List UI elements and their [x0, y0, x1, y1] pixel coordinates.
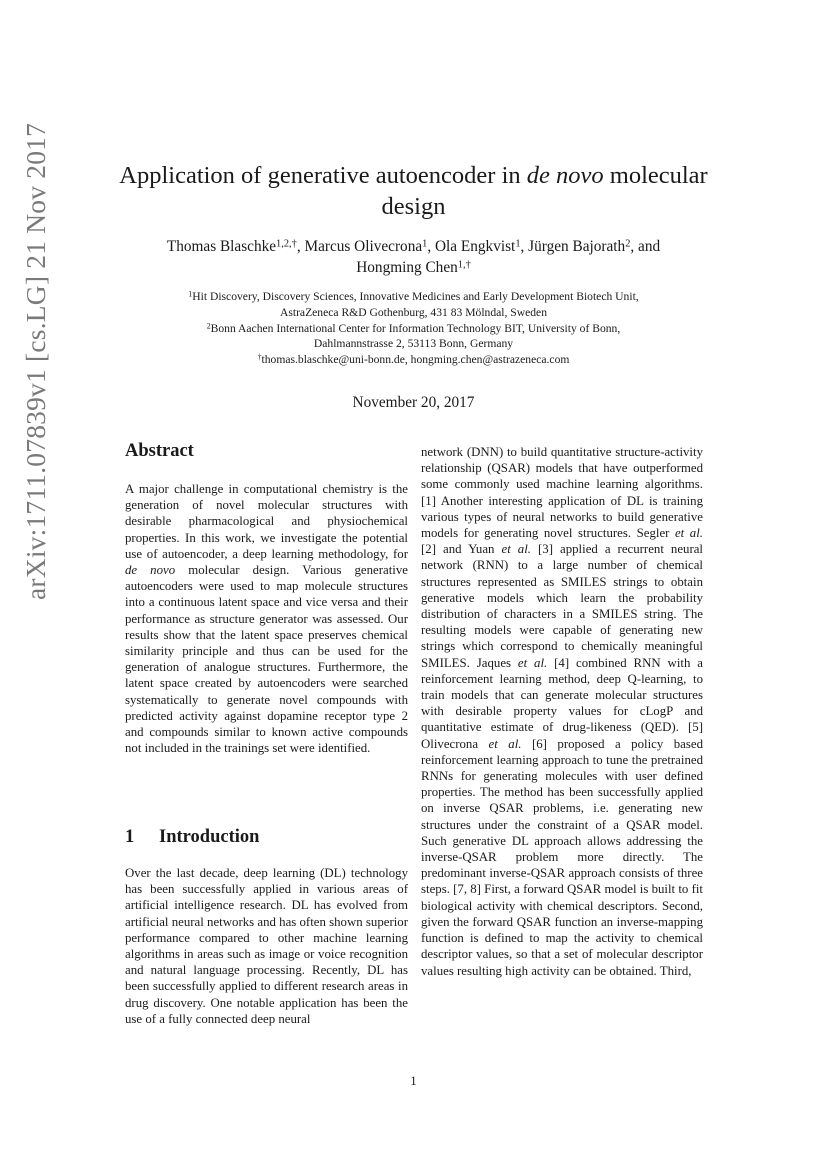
author-list: Thomas Blaschke$^{1,2,\dagger}$, Marcus Olivecrona$^1$, Ola Engkvist$^1$, Jürgen Bajorath$^2$, and Hongming Chen$^{1,\dagger}$ [166, 238, 661, 276]
arxiv-identifier-stamp: arXiv:1711.07839v1 [cs.LG] 21 Nov 2017 [20, 122, 51, 600]
right-column-text: network (DNN) to build quantitative structure-activity relationship (QSAR) models that have outperformed some commonly used machine learning algorithms. [1] Another interesting application of DL is training various types of neural networks to build generative models for generating novel structures. Segler et al. [2] and Yuan et al. [3] applied a recurrent neural network (RNN) to a large number of chemical structures represented as SMILES strings to obtain generative models which learn the probability distribution of characters in a SMILES string. The resulting models were capable of generating new strings which correspond to chemically meaningful SMILES. Jaques et al. [4] combined RNN with a reinforcement learning method, deep Q-learning, to train models that can generate molecular structures with desirable property values for cLogP and quantitative estimate of drug-likeness (QED). [5] Olivecrona et al. [6] proposed a policy based reinforcement learning approach to tune the pretrained RNNs for generating molecules with user defined properties. The method has been successfully applied on inverse QSAR problems, i.e. generating new structures under the constraint of a QSAR model. Such generative DL approach allows addressing the inverse-QSAR problem more directly. The predominant inverse-QSAR approach consists of three steps. [7, 8] First, a forward QSAR model is built to fit biological activity with chemical descriptors. Second, given the forward QSAR function an inverse-mapping function is defined to map the activity to chemical descriptor values, so that a set of molecular descriptor values resulting high activity can be obtained. Third, [421, 445, 703, 978]
author-name: Ola Engkvist [435, 238, 516, 255]
introduction-heading: 1 Introduction [125, 827, 260, 847]
publication-date: November 20, 2017 [352, 394, 475, 411]
contact-emails: thomas.blaschke@uni-bonn.de, hongming.chen@astrazeneca.com [261, 353, 570, 367]
author-name: Jürgen Bajorath [528, 238, 626, 255]
abstract-heading: Abstract [125, 441, 194, 461]
author-name: Hongming Chen [356, 259, 458, 276]
page-number: 1 [410, 1074, 417, 1088]
author-name: Marcus Olivecrona [304, 238, 423, 255]
paper-title: Application of generative autoencoder in de novo molecular design [119, 162, 708, 220]
affiliations: $^1$Hit Discovery, Discovery Sciences, Innovative Medicines and Early Development Biotech Unit, AstraZeneca R&D Gothenburg, 431 83 Mölndal, Sweden $^2$Bonn Aachen International Center for Information Technology BIT, University of Bonn, Dahlmannstrasse 2, 53113 Bonn, Germany †thomas.blaschke@uni-bonn.de, hongming.chen@astrazeneca.com [188, 289, 639, 367]
author-name: Thomas Blaschke [166, 238, 277, 255]
abstract-text: A major challenge in computational chemistry is the generation of novel molecular structures with desirable pharmacological and physiochemical properties. In this work, we investigate the potential use of autoencoder, a deep learning methodology, for de novo molecular design. Various generative autoencoders were used to map molecule structures into a continuous latent space and vice versa and their performance as structure generator was assessed. Our results show that the latent space preserves chemical similarity principle and thus can be used for the generation of analogue structures. Furthermore, the latent space created by autoencoders were searched systematically to generate novel compounds with predicted activity against dopamine receptor type 2 and compounds similar to known active compounds not included in the trainings set were identified. [125, 482, 408, 756]
introduction-text: Over the last decade, deep learning (DL) technology has been successfully applied in various areas of artificial intelligence research. DL has evolved from artificial neural networks and has often shown superior performance compared to other machine learning algorithms in areas such as image or voice recognition and natural language processing. Recently, DL has been successfully applied to different research areas in drug discovery. One notable application has been the use of a fully connected deep neural [125, 866, 408, 1026]
